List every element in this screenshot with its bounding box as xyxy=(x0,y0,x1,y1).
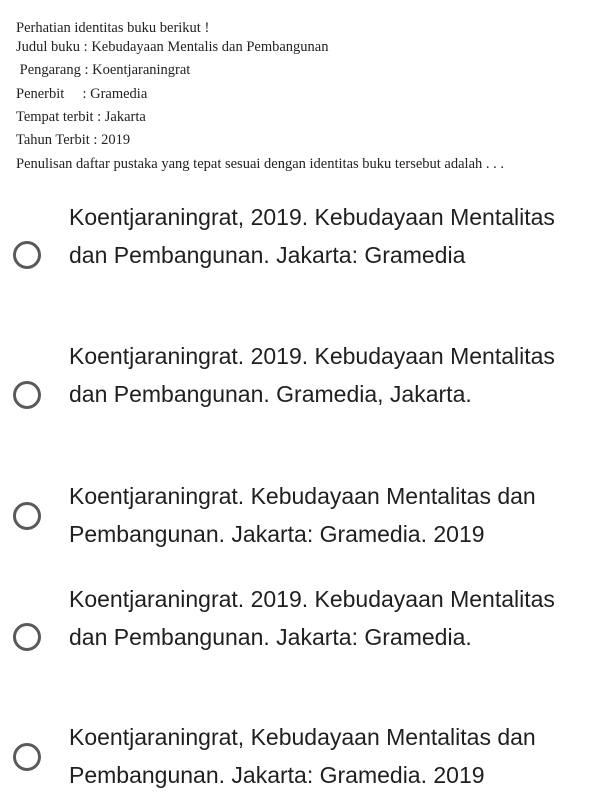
radio-button-icon[interactable] xyxy=(13,743,41,771)
radio-button-icon[interactable] xyxy=(13,502,41,530)
answer-option-2[interactable] xyxy=(0,337,602,457)
book-publisher-line: Penerbit : Gramedia xyxy=(16,86,148,102)
question-block xyxy=(0,0,602,190)
radio-button-icon[interactable] xyxy=(13,623,41,651)
answer-option-label: Koentjaraningrat. 2019. Kebudayaan Mentalitas dan Pembangunan. Jakarta: Gramedia. xyxy=(69,586,555,650)
answer-option-1[interactable] xyxy=(0,198,602,318)
book-title-line: Judul buku : Kebudayaan Mentalis dan Pembangunan xyxy=(16,39,329,55)
question-intro: Perhatian identitas buku berikut ! xyxy=(16,20,210,36)
answer-option-label: Koentjaraningrat. 2019. Kebudayaan Mentalitas dan Pembangunan. Gramedia, Jakarta. xyxy=(69,343,555,407)
book-place-line: Tempat terbit : Jakarta xyxy=(16,109,146,125)
book-year-line: Tahun Terbit : 2019 xyxy=(16,132,131,148)
answer-option-4[interactable] xyxy=(0,580,602,700)
radio-button-icon[interactable] xyxy=(13,241,41,269)
radio-button-icon[interactable] xyxy=(13,381,41,409)
book-author-line: Pengarang : Koentjaraningrat xyxy=(16,62,191,78)
answer-option-5[interactable] xyxy=(0,718,602,800)
answer-option-3[interactable] xyxy=(0,477,602,559)
answer-option-label: Koentjaraningrat. Kebudayaan Mentalitas dan Pembangunan. Jakarta: Gramedia. 2019 xyxy=(69,483,536,547)
answer-option-label: Koentjaraningrat, Kebudayaan Mentalitas dan Pembangunan. Jakarta: Gramedia. 2019 xyxy=(69,724,536,788)
answer-option-label: Koentjaraningrat, 2019. Kebudayaan Mentalitas dan Pembangunan. Jakarta: Gramedia xyxy=(69,204,555,268)
question-prompt: Penulisan daftar pustaka yang tepat sesuai dengan identitas buku tersebut adalah . . . xyxy=(16,156,505,172)
